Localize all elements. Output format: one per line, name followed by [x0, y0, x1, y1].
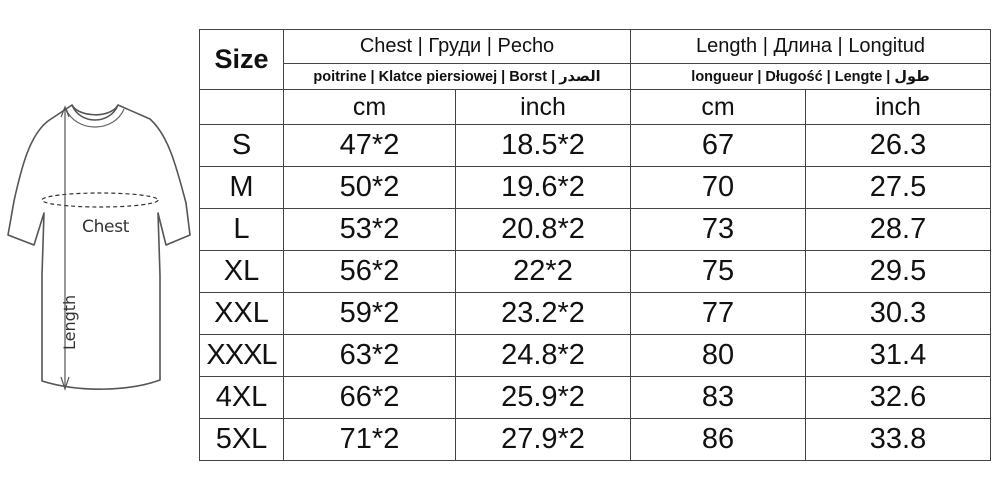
length-cm-cell: 75	[631, 251, 806, 293]
table-row	[200, 251, 991, 293]
length-inch-cell: 32.6	[806, 377, 991, 419]
header-row-units	[200, 90, 991, 125]
unit-length-inch: inch	[806, 90, 991, 125]
size-chart-table	[199, 29, 991, 461]
table-row	[200, 335, 991, 377]
header-row-sub	[200, 64, 991, 90]
length-label: Length	[60, 294, 79, 350]
size-cell: S	[200, 125, 284, 167]
chest-cm-cell: 47*2	[284, 125, 456, 167]
length-inch-cell: 30.3	[806, 293, 991, 335]
length-cm-cell: 83	[631, 377, 806, 419]
length-cm-cell: 73	[631, 209, 806, 251]
length-inch-cell: 28.7	[806, 209, 991, 251]
chest-inch-cell: 19.6*2	[456, 167, 631, 209]
table-row	[200, 125, 991, 167]
length-inch-cell: 33.8	[806, 419, 991, 461]
length-inch-cell: 27.5	[806, 167, 991, 209]
table-row	[200, 377, 991, 419]
size-cell: M	[200, 167, 284, 209]
header-row-main	[200, 30, 991, 64]
unit-chest-inch: inch	[456, 90, 631, 125]
size-cell: 5XL	[200, 419, 284, 461]
table-row	[200, 209, 991, 251]
chest-cm-cell: 50*2	[284, 167, 456, 209]
chest-cm-cell: 63*2	[284, 335, 456, 377]
chest-inch-cell: 20.8*2	[456, 209, 631, 251]
length-subtitle: longueur | Długość | Lengte | طول	[631, 64, 991, 90]
length-cm-cell: 67	[631, 125, 806, 167]
chest-inch-cell: 27.9*2	[456, 419, 631, 461]
length-cm-cell: 80	[631, 335, 806, 377]
length-title: Length | Длина | Longitud	[631, 30, 991, 64]
tshirt-outline-icon	[0, 95, 200, 400]
chest-inch-cell: 22*2	[456, 251, 631, 293]
length-inch-cell: 31.4	[806, 335, 991, 377]
chest-cm-cell: 59*2	[284, 293, 456, 335]
chest-subtitle: poitrine | Klatce piersiowej | Borst | الصدر	[284, 64, 631, 90]
length-inch-cell: 29.5	[806, 251, 991, 293]
table-row	[200, 293, 991, 335]
size-cell: 4XL	[200, 377, 284, 419]
chest-inch-cell: 24.8*2	[456, 335, 631, 377]
tshirt-diagram	[0, 95, 200, 400]
chest-inch-cell: 25.9*2	[456, 377, 631, 419]
size-cell: XXL	[200, 293, 284, 335]
size-header: Size	[200, 30, 284, 90]
empty-unit-cell	[200, 90, 284, 125]
chest-cm-cell: 66*2	[284, 377, 456, 419]
table-row	[200, 419, 991, 461]
chest-cm-cell: 53*2	[284, 209, 456, 251]
size-cell: XXXL	[200, 335, 284, 377]
chest-title: Chest | Груди | Pecho	[284, 30, 631, 64]
chest-cm-cell: 71*2	[284, 419, 456, 461]
length-cm-cell: 86	[631, 419, 806, 461]
table-row	[200, 167, 991, 209]
chest-inch-cell: 23.2*2	[456, 293, 631, 335]
length-cm-cell: 77	[631, 293, 806, 335]
unit-length-cm: cm	[631, 90, 806, 125]
size-cell: L	[200, 209, 284, 251]
length-cm-cell: 70	[631, 167, 806, 209]
size-cell: XL	[200, 251, 284, 293]
chest-label: Chest	[82, 217, 130, 237]
chest-inch-cell: 18.5*2	[456, 125, 631, 167]
chest-cm-cell: 56*2	[284, 251, 456, 293]
unit-chest-cm: cm	[284, 90, 456, 125]
length-inch-cell: 26.3	[806, 125, 991, 167]
